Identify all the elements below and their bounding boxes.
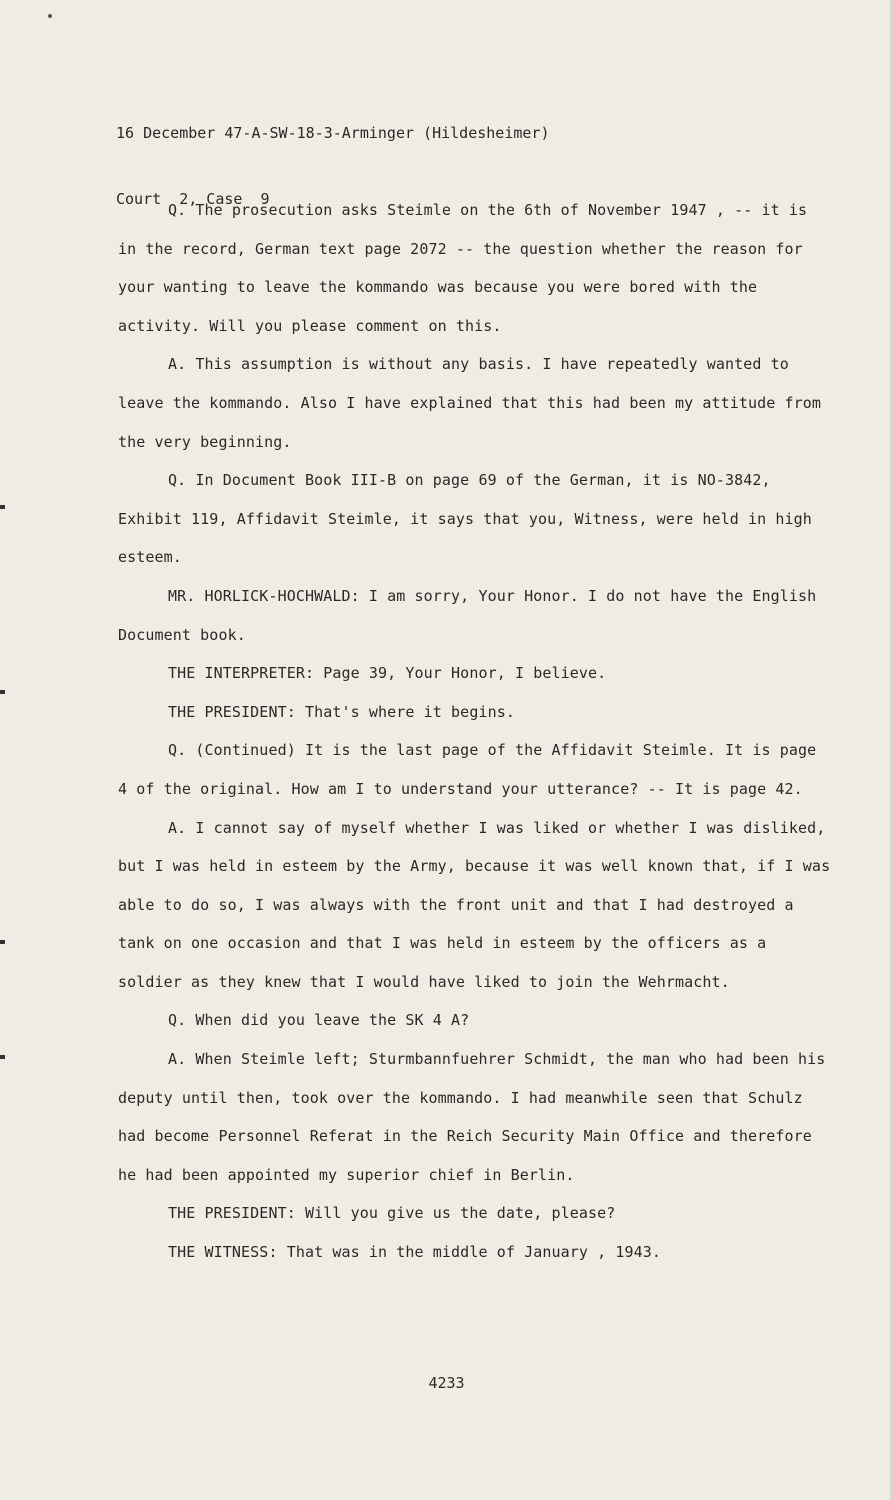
transcript-paragraph: THE PRESIDENT: That's where it begins.: [168, 702, 515, 721]
paper-speck: [48, 14, 52, 18]
punch-mark: [0, 505, 5, 509]
transcript-body: [118, 191, 833, 1272]
punch-mark: [0, 940, 5, 944]
transcript-paragraph: THE INTERPRETER: Page 39, Your Honor, I believe.: [168, 664, 607, 683]
transcript-paragraph: Q. In Document Book III-B on page 69 of the German, it is NO-3842, Exhibit 119, Affidavit Steimle, it says that you, Witness, were held in high esteem.: [118, 471, 812, 567]
transcript-paragraph: A. This assumption is without any basis. I have repeatedly wanted to leave the kommando. Also I have explained that this had been my attitude from the very beginning.: [118, 355, 822, 451]
transcript-paragraph: THE PRESIDENT: Will you give us the date, please?: [168, 1204, 616, 1223]
header-line-2: Court 2, Case 9: [116, 190, 270, 208]
transcript-paragraph: Q. (Continued) It is the last page of the Affidavit Steimle. It is page 4 of the original. How am I to understand your utterance? -- It is page 42.: [118, 741, 817, 798]
transcript-paragraph: Q. The prosecution asks Steimle on the 6th of November 1947 , -- it is in the record, German text page 2072 -- the question whether the reason for your wanting to leave the kommando was because you were bored with the activity. Will you please comment on this.: [118, 201, 808, 335]
page-number: 4233: [428, 1374, 465, 1392]
transcript-paragraph: Q. When did you leave the SK 4 A?: [168, 1011, 470, 1030]
transcript-paragraph: A. I cannot say of myself whether I was liked or whether I was disliked, but I was held in esteem by the Army, because it was well known that, if I was able to do so, I was always with the front unit and that I had destroyed a tank on one occasion and that I was held in esteem by the officers as a soldier as they knew that I would have liked to join the Wehrmacht.: [118, 818, 831, 991]
punch-mark: [0, 690, 5, 694]
transcript-paragraph: A. When Steimle left; Sturmbannfuehrer Schmidt, the man who had been his deputy until then, took over the kommando. I had meanwhile seen that Schulz had become Personnel Referat in the Reich Security Main Office and therefore he had been appointed my superior chief in Berlin.: [118, 1050, 826, 1184]
punch-mark: [0, 1055, 5, 1059]
transcript-paragraph: MR. HORLICK-HOCHWALD: I am sorry, Your Honor. I do not have the English Document book.: [118, 586, 817, 644]
header-line-1: 16 December 47-A-SW-18-3-Arminger (Hildesheimer): [116, 124, 550, 142]
transcript-paragraph: THE WITNESS: That was in the middle of January , 1943.: [168, 1243, 662, 1262]
